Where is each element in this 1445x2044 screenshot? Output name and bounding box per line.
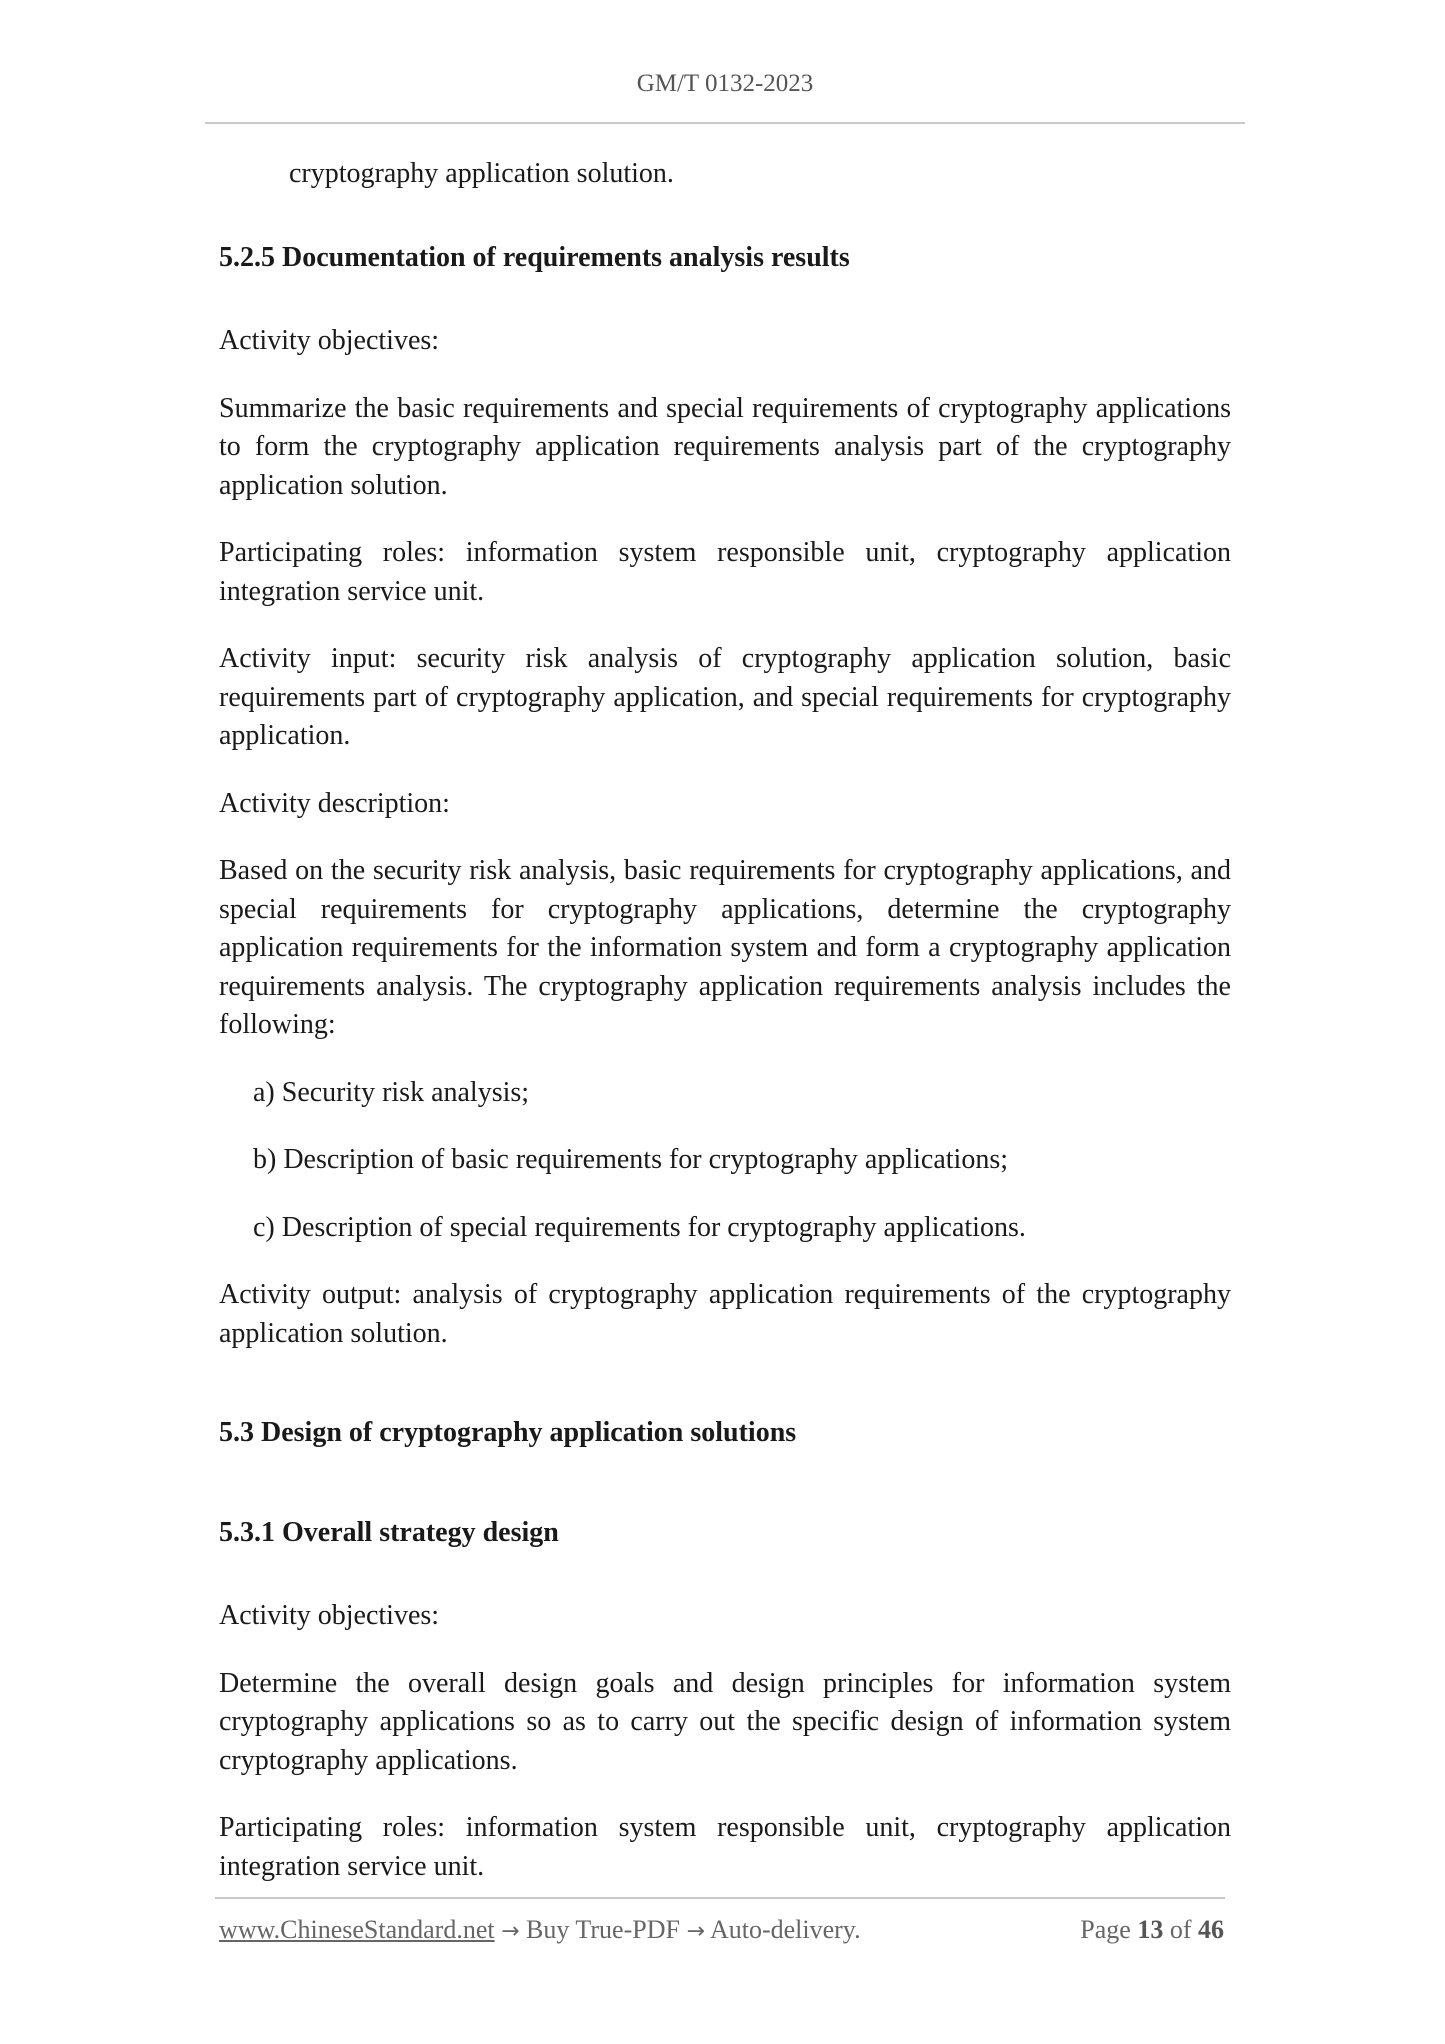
- page-number: [1080, 1915, 1224, 1945]
- participating-roles: Participating roles: information system responsible unit, cryptography application integration service unit.: [219, 1812, 1231, 1882]
- description-label: Activity description:: [219, 787, 450, 819]
- page-label: Page: [1080, 1915, 1131, 1944]
- objectives-text: Determine the overall design goals and design principles for information system cryptography applications so as to carry out the specific design of information system cryptography applications.: [219, 1667, 1231, 1776]
- page-current: 13: [1137, 1915, 1164, 1944]
- arrow-right-icon: →: [501, 1919, 520, 1944]
- page-of: of: [1169, 1915, 1192, 1944]
- continuation-text: cryptography application solution.: [289, 158, 674, 189]
- description-text: Based on the security risk analysis, basic requirements for cryptography applications, and special requirements for cryptography applications, determine the cryptography application requirements for the information system and form a cryptography application requirements analysis. The cryptography application requirements analysis includes the following:: [219, 855, 1231, 1040]
- document-id-header: GM/T 0132-2023: [636, 70, 814, 97]
- arrow-right-icon: →: [686, 1919, 705, 1944]
- buy-text: Buy True-PDF: [526, 1915, 680, 1944]
- activity-input: Activity input: security risk analysis of cryptography application solution, basic requirements part of cryptography application, and special requirements for cryptography application.: [219, 643, 1231, 751]
- objectives-label: Activity objectives:: [219, 325, 440, 356]
- heading-5-3-1: 5.3.1 Overall strategy design: [219, 1516, 559, 1548]
- page-content: [219, 155, 1231, 1915]
- header-divider: [205, 122, 1245, 124]
- list-item: b) Description of basic requirements for cryptography applications;: [253, 1144, 1008, 1175]
- website-link[interactable]: www.ChineseStandard.net: [219, 1915, 495, 1944]
- heading-5-2-5: 5.2.5 Documentation of requirements analysis results: [219, 241, 850, 273]
- delivery-text: Auto-delivery.: [709, 1915, 861, 1944]
- footer-promo: [219, 1915, 861, 1945]
- page-total: 46: [1198, 1915, 1224, 1944]
- objectives-label: Activity objectives:: [219, 1600, 440, 1631]
- heading-5-3: 5.3 Design of cryptography application solutions: [219, 1417, 797, 1448]
- participating-roles: Participating roles: information system responsible unit, cryptography application integration service unit.: [219, 537, 1231, 607]
- activity-output: Activity output: analysis of cryptography application requirements of the cryptography application solution.: [219, 1279, 1231, 1349]
- objectives-text: Summarize the basic requirements and special requirements of cryptography applications to form the cryptography application requirements analysis part of the cryptography application solution.: [219, 392, 1231, 501]
- list-item: a) Security risk analysis;: [253, 1076, 530, 1108]
- list-item: c) Description of special requirements for cryptography applications.: [253, 1211, 1026, 1243]
- footer-divider: [215, 1897, 1225, 1899]
